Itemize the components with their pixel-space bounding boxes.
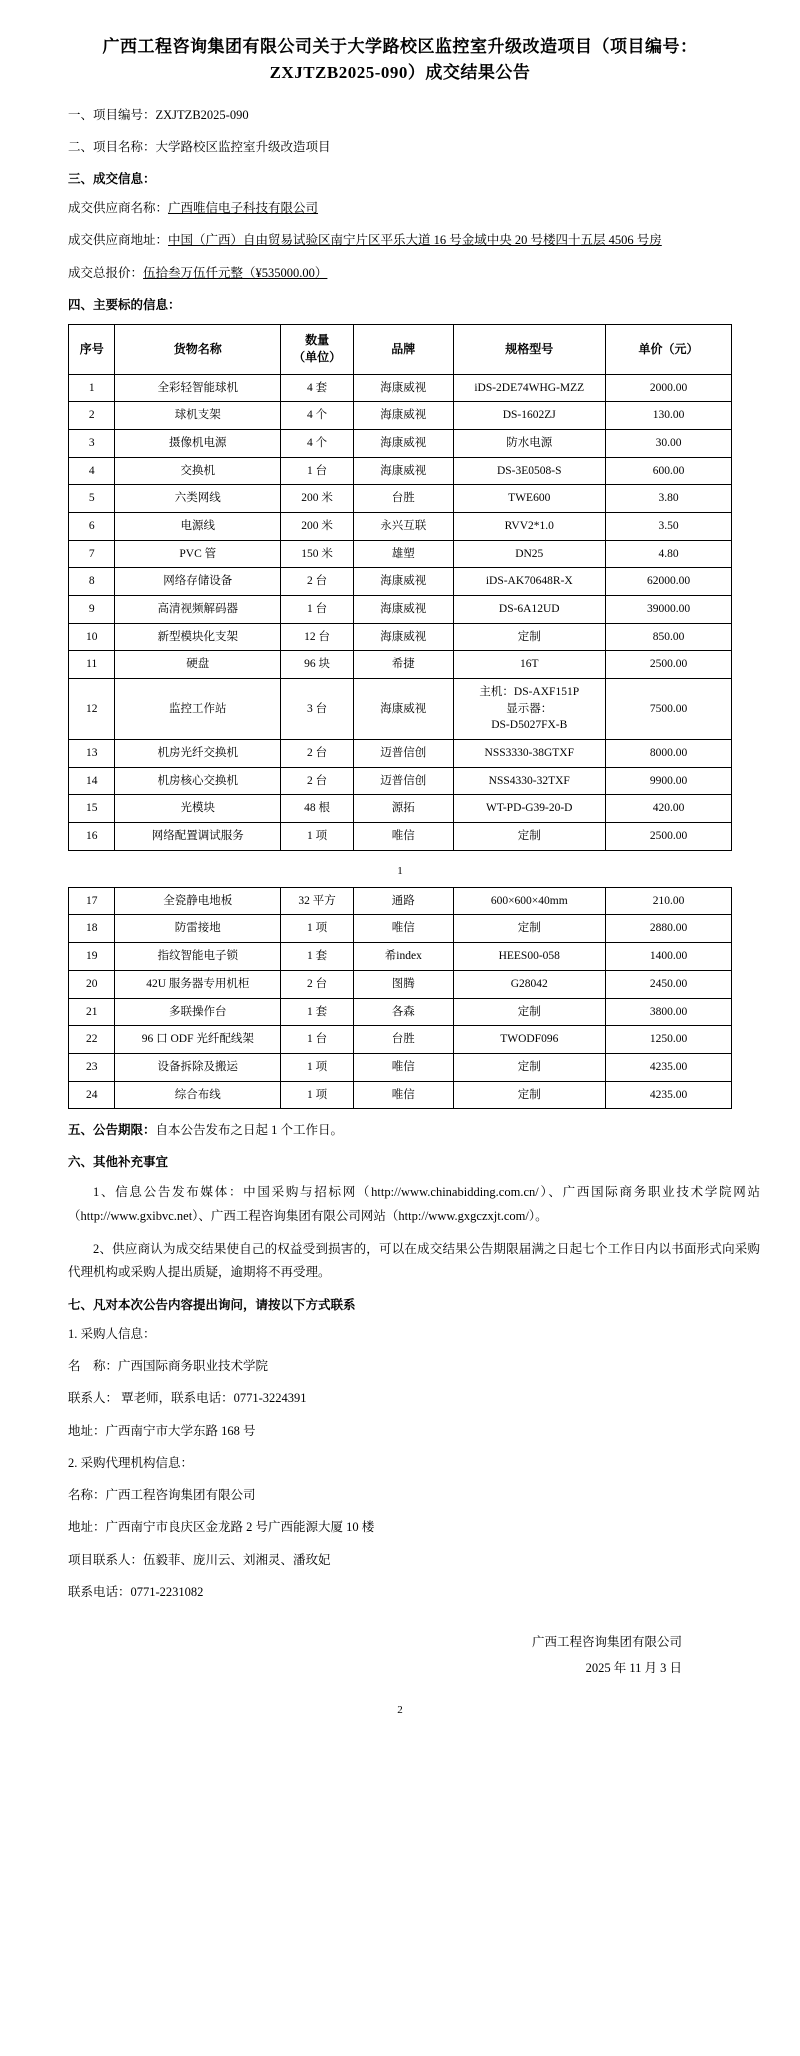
supplier-name-label: 成交供应商名称： [68,201,169,216]
table-cell: 希捷 [354,651,453,679]
col-header-price: 单价（元） [606,324,732,374]
table-cell: 8 [69,568,115,596]
table-cell: 12 台 [281,623,354,651]
table-row [69,823,732,851]
col-header-qty-line1: 数量 [305,332,330,347]
table-cell: 海康威视 [354,568,453,596]
table-cell: 3 台 [281,679,354,740]
table-cell: 迈普信创 [354,767,453,795]
table-cell-line: DS-D5027FX-B [491,719,568,732]
goods-table-body-part2 [69,887,732,1108]
table-cell: 4.80 [606,540,732,568]
table-cell: 机房核心交换机 [115,767,281,795]
footer-page-number: 2 [397,1703,403,1716]
table-cell: PVC 管 [115,540,281,568]
table-cell: 3.80 [606,485,732,513]
agent-contact-person-line: 项目联系人：伍毅菲、庞川云、刘湘灵、潘玫妃 [68,1552,331,1567]
table-cell: 多联操作台 [115,998,281,1026]
table-cell: 9 [69,596,115,624]
table-cell: 1400.00 [606,943,732,971]
table-cell: 全彩轻智能球机 [115,374,281,402]
table-cell: 唯信 [354,1053,453,1081]
table-cell: 海康威视 [354,430,453,458]
table-cell: 39000.00 [606,596,732,624]
signature-date: 2025 年 11 月 3 日 [585,1661,682,1676]
table-cell: HEES00-058 [453,943,605,971]
table-row [69,623,732,651]
signature-block [40,1629,760,1682]
challenge-paragraph: 2、供应商认为成交结果使自己的权益受到损害的，可以在成交结果公告期限届满之日起七个工作日内以书面形式向采购代理机构或采购人提出质疑，逾期将不再受理。 [68,1241,760,1279]
project-number-line [68,105,760,126]
table-cell: 2880.00 [606,915,732,943]
table-cell: 5 [69,485,115,513]
table-cell [453,679,605,740]
table-cell: 4 [69,457,115,485]
table-cell: 2500.00 [606,651,732,679]
announcement-period-value: 自本公告发布之日起 1 个工作日。 [155,1123,344,1138]
table-cell: 9900.00 [606,767,732,795]
table-cell: 唯信 [354,915,453,943]
table-cell: 高清视频解码器 [115,596,281,624]
agent-address-line: 地址：广西南宁市良庆区金龙路 2 号广西能源大厦 10 楼 [68,1520,375,1535]
table-cell: 600.00 [606,457,732,485]
table-cell: TWODF096 [453,1026,605,1054]
table-cell: 1 台 [281,457,354,485]
table-cell: 130.00 [606,402,732,430]
table-cell: 30.00 [606,430,732,458]
table-cell: 8000.00 [606,740,732,768]
buyer-name-value: 广西国际商务职业技术学院 [118,1359,269,1374]
table-row [69,402,732,430]
table-row [69,485,732,513]
supplier-address-label: 成交供应商地址： [68,233,169,248]
buyer-name-label: 名 称： [68,1359,119,1374]
section-main-items: 四、主要标的信息： [68,297,181,312]
table-cell: 1 [69,374,115,402]
table-cell: 2 台 [281,740,354,768]
table-cell: 20 [69,970,115,998]
buyer-heading: 1. 采购人信息： [68,1326,156,1341]
table-row [69,915,732,943]
table-cell: 16 [69,823,115,851]
table-cell: 网络配置调试服务 [115,823,281,851]
table-row [69,1053,732,1081]
table-cell: 迈普信创 [354,740,453,768]
table-cell: 200 米 [281,485,354,513]
table-cell: 摄像机电源 [115,430,281,458]
table-cell: 7500.00 [606,679,732,740]
project-name-line [68,137,760,158]
table-cell: 7 [69,540,115,568]
table-cell: 23 [69,1053,115,1081]
table-cell: 12 [69,679,115,740]
table-cell: 海康威视 [354,457,453,485]
agent-name-line [68,1485,760,1506]
col-header-qty-line2: （单位） [293,350,342,365]
table-cell: 200 米 [281,513,354,541]
table-cell: 17 [69,887,115,915]
table-cell: 850.00 [606,623,732,651]
table-cell: 唯信 [354,823,453,851]
table-cell: RVV2*1.0 [453,513,605,541]
table-row [69,767,732,795]
table-cell: 420.00 [606,795,732,823]
table-cell: 源拓 [354,795,453,823]
table-cell: 全瓷静电地板 [115,887,281,915]
table-row [69,651,732,679]
table-cell: 48 根 [281,795,354,823]
table-cell: 1 项 [281,1081,354,1109]
announcement-period-label: 五、公告期限： [68,1123,156,1138]
table-cell: 15 [69,795,115,823]
table-cell: 防水电源 [453,430,605,458]
table-cell: 42U 服务器专用机柜 [115,970,281,998]
buyer-name-line [68,1356,760,1377]
table-cell: 1 套 [281,998,354,1026]
table-cell: 唯信 [354,1081,453,1109]
supplier-address-value: 中国（广西）自由贸易试验区南宁片区平乐大道 16 号金域中央 20 号楼四十五层 4506 号房 [168,233,662,248]
table-row [69,740,732,768]
table-cell: 指纹智能电子锁 [115,943,281,971]
table-row [69,513,732,541]
table-cell: 4 个 [281,430,354,458]
table-cell: 1 项 [281,915,354,943]
total-price-line [68,263,760,284]
announcement-period-line [68,1120,760,1141]
table-cell: 11 [69,651,115,679]
table-cell: 定制 [453,1081,605,1109]
table-row [69,887,732,915]
table-row [69,998,732,1026]
table-cell: 光模块 [115,795,281,823]
table-cell: iDS-AK70648R-X [453,568,605,596]
table-cell: 4235.00 [606,1053,732,1081]
table-cell: 13 [69,740,115,768]
col-header-brand: 品牌 [354,324,453,374]
table-cell: 96 口 ODF 光纤配线架 [115,1026,281,1054]
table-row [69,596,732,624]
table-cell: 3.50 [606,513,732,541]
table-cell: 4 套 [281,374,354,402]
table-cell: NSS3330-38GTXF [453,740,605,768]
supplier-name-line [68,198,760,219]
col-header-model: 规格型号 [453,324,605,374]
table-cell: 综合布线 [115,1081,281,1109]
table-cell: 2500.00 [606,823,732,851]
table-cell: 24 [69,1081,115,1109]
section-other-matters: 六、其他补充事宜 [68,1155,169,1170]
table-cell: 电源线 [115,513,281,541]
table-cell: 定制 [453,998,605,1026]
table-cell: 10 [69,623,115,651]
table-cell: 22 [69,1026,115,1054]
goods-table-part2 [68,887,732,1109]
table-cell: 硬盘 [115,651,281,679]
table-row [69,374,732,402]
table-row [69,795,732,823]
table-cell: 图腾 [354,970,453,998]
table-cell: 定制 [453,823,605,851]
table-cell: TWE600 [453,485,605,513]
total-price-label: 成交总报价： [68,265,144,280]
table-cell: 希index [354,943,453,971]
goods-table-body-part1 [69,374,732,850]
goods-table-part1 [68,324,732,851]
table-cell: 定制 [453,623,605,651]
table-row [69,568,732,596]
table-cell: 16T [453,651,605,679]
table-cell: DS-6A12UD [453,596,605,624]
table-cell: 1 台 [281,1026,354,1054]
supplier-name-value: 广西唯信电子科技有限公司 [168,201,319,216]
table-cell: 21 [69,998,115,1026]
project-number-value: ZXJTZB2025-090 [155,107,249,122]
table-row [69,430,732,458]
table-row [69,1081,732,1109]
table-cell: iDS-2DE74WHG-MZZ [453,374,605,402]
table-row [69,540,732,568]
total-price-value: 伍拾叁万伍仟元整（¥535000.00） [143,265,328,280]
buyer-address-line: 地址：广西南宁市大学东路 168 号 [68,1423,256,1438]
table-cell: 雄塑 [354,540,453,568]
table-cell: DS-3E0508-S [453,457,605,485]
table-cell: 通路 [354,887,453,915]
project-name-label: 二、项目名称： [68,139,156,154]
buyer-contact-line: 联系人： 覃老师，联系电话：0771-3224391 [68,1391,307,1406]
table-cell: 海康威视 [354,596,453,624]
table-row [69,970,732,998]
table-cell: DS-1602ZJ [453,402,605,430]
table-cell: 永兴互联 [354,513,453,541]
table-cell: 14 [69,767,115,795]
agent-heading: 2. 采购代理机构信息： [68,1455,194,1470]
table-cell: 1 套 [281,943,354,971]
col-header-qty [281,324,354,374]
table-cell: NSS4330-32TXF [453,767,605,795]
table-cell: 19 [69,943,115,971]
table-cell: 监控工作站 [115,679,281,740]
table-cell-line: 显示器： [506,702,553,715]
page-break-number: 1 [397,864,403,877]
table-cell: 2 台 [281,970,354,998]
table-row [69,679,732,740]
table-cell: 各森 [354,998,453,1026]
table-cell: 六类网线 [115,485,281,513]
table-cell: 海康威视 [354,402,453,430]
table-cell: 2000.00 [606,374,732,402]
table-cell: 2450.00 [606,970,732,998]
table-cell: 62000.00 [606,568,732,596]
agent-name-value: 广西工程咨询集团有限公司 [105,1488,256,1503]
col-header-name: 货物名称 [115,324,281,374]
table-cell-line: 主机：DS-AXF151P [479,686,580,699]
table-cell: 台胜 [354,485,453,513]
section-award-info: 三、成交信息： [68,172,156,187]
table-cell: 1 台 [281,596,354,624]
signature-company: 广西工程咨询集团有限公司 [531,1635,682,1650]
table-row [69,457,732,485]
table-row [69,943,732,971]
table-cell: 6 [69,513,115,541]
table-cell: 海康威视 [354,679,453,740]
table-cell: 96 块 [281,651,354,679]
table-header-row [69,324,732,374]
table-cell: 3800.00 [606,998,732,1026]
table-cell: 1 项 [281,823,354,851]
table-cell: 海康威视 [354,623,453,651]
table-cell: 2 台 [281,767,354,795]
table-cell: 交换机 [115,457,281,485]
table-cell: 球机支架 [115,402,281,430]
table-cell: DN25 [453,540,605,568]
project-number-label: 一、项目编号： [68,107,156,122]
table-cell: 2 [69,402,115,430]
table-cell: 2 台 [281,568,354,596]
media-paragraph: 1、信息公告发布媒体：中国采购与招标网（http://www.chinabidding.com.cn/）、广西国际商务职业技术学院网站（http://www.gxibvc.net）、广西工程咨询集团有限公司网站（http://www.gxgczxjt.com/）。 [68,1185,760,1223]
table-cell: WT-PD-G39-20-D [453,795,605,823]
table-cell: 设备拆除及搬运 [115,1053,281,1081]
agent-name-label: 名称： [68,1488,106,1503]
project-name-value: 大学路校区监控室升级改造项目 [155,139,331,154]
table-cell: 海康威视 [354,374,453,402]
table-cell: 32 平方 [281,887,354,915]
table-cell: 机房光纤交换机 [115,740,281,768]
table-cell: 台胜 [354,1026,453,1054]
agent-phone-line: 联系电话：0771-2231082 [68,1584,204,1599]
table-cell: 600×600×40mm [453,887,605,915]
table-cell: 防雷接地 [115,915,281,943]
table-row [69,1026,732,1054]
supplier-address-line [68,230,760,251]
section-contact: 七、凡对本次公告内容提出询问，请按以下方式联系 [68,1297,356,1312]
col-header-no: 序号 [69,324,115,374]
table-cell: 1250.00 [606,1026,732,1054]
table-cell: 1 项 [281,1053,354,1081]
table-cell: 3 [69,430,115,458]
table-cell: 4235.00 [606,1081,732,1109]
table-cell: 新型模块化支架 [115,623,281,651]
table-cell: 18 [69,915,115,943]
table-cell: G28042 [453,970,605,998]
table-cell: 4 个 [281,402,354,430]
table-cell: 定制 [453,915,605,943]
table-cell: 网络存储设备 [115,568,281,596]
page-title: 广西工程咨询集团有限公司关于大学路校区监控室升级改造项目（项目编号：ZXJTZB2025-090）成交结果公告 [102,37,698,83]
table-cell: 定制 [453,1053,605,1081]
table-cell: 150 米 [281,540,354,568]
table-cell: 210.00 [606,887,732,915]
